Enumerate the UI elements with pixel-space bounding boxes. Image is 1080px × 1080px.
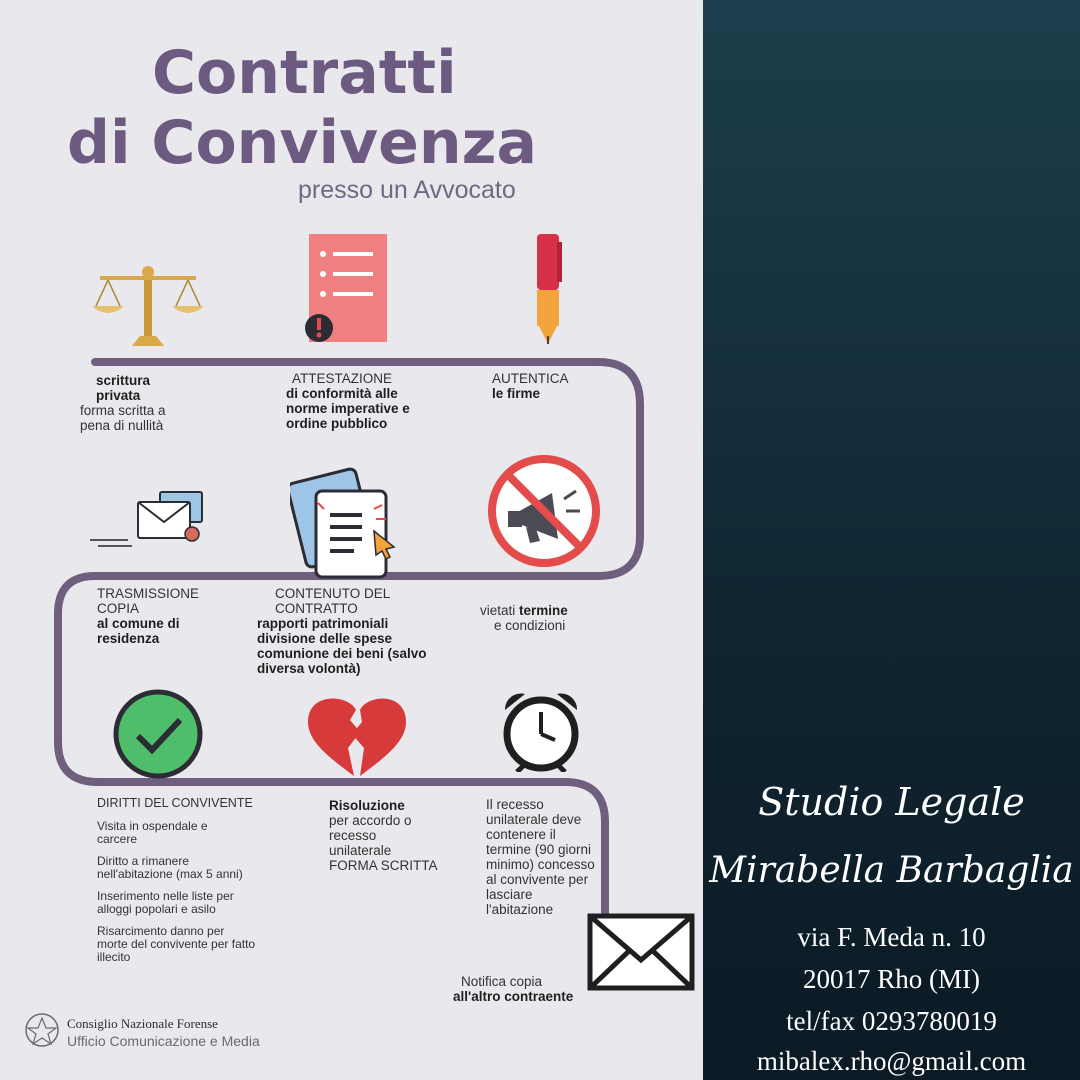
subtitle: presso un Avvocato (298, 176, 516, 204)
right-item-2: Diritto a rimanere nell'abitazione (max 5 anni) (97, 854, 243, 881)
email-send-icon (88, 488, 208, 558)
checklist-warning-icon (303, 232, 393, 347)
step2-label (286, 371, 426, 431)
right-item-1: Visita in ospendale e carcere (97, 819, 208, 846)
step2-bold: di conformità alle norme imperative e ordine pubblico (286, 386, 410, 431)
studio-name-line1: Studio Legale (758, 780, 1025, 824)
step1-bold: scrittura privata (96, 373, 151, 403)
alarm-clock-icon (499, 688, 583, 772)
step3-head: AUTENTICA (492, 371, 569, 386)
step9-text: Il recesso unilaterale deve contenere il termine (90 giorni minimo) concesso al convivente per lasciare l'abitazione (486, 797, 595, 917)
step9-label (486, 797, 606, 917)
step10-bold: all'altro contraente (453, 989, 574, 1004)
step3-label (492, 371, 612, 401)
step4-head: TRASMISSIONE COPIA (97, 586, 200, 616)
step1-label (80, 373, 230, 433)
address-line1: via F. Meda n. 10 (797, 922, 986, 952)
right-item-3: Inserimento nelle liste per alloggi popolari e asilo (97, 889, 234, 916)
email-link[interactable]: mibalex.rho@gmail.com (756, 1046, 1027, 1076)
step6-pre: vietati (480, 603, 520, 618)
pen-icon (529, 232, 569, 347)
step2-head: ATTESTAZIONE (292, 371, 393, 386)
document-pointer-icon (290, 465, 400, 580)
phone: tel/fax 0293780019 (786, 1006, 997, 1036)
step8-text: per accordo o recesso unilaterale FORMA SCRITTA (329, 813, 438, 873)
step7-head: DIRITTI DEL CONVIVENTE (97, 796, 253, 810)
step10-text: Notifica copia (461, 974, 543, 989)
right-item-4: Risarcimento danno per morte del convivente per fatto illecito (97, 924, 256, 964)
step8-bold: Risoluzione (329, 798, 405, 813)
step1-text: forma scritta a pena di nullità (80, 403, 166, 433)
studio-name-line2: Mirabella Barbaglia (709, 850, 1074, 891)
step6-bold: termine (519, 603, 568, 618)
step6-text: e condizioni (494, 618, 566, 633)
step6-label (480, 603, 600, 633)
step4-bold: al comune di residenza (97, 616, 180, 646)
step5-bold: rapporti patrimoniali divisione delle spese comunione dei beni (salvo diversa volontà) (257, 616, 427, 676)
broken-heart-icon (304, 692, 410, 778)
footer-dept: Ufficio Comunicazione e Media (67, 1033, 260, 1049)
step5-label (257, 586, 437, 676)
step10-label (453, 974, 603, 1004)
step4-label (97, 586, 217, 646)
footer-org: Consiglio Nazionale Forense (67, 1016, 218, 1031)
step5-head: CONTENUTO DEL CONTRATTO (275, 586, 390, 616)
step3-bold: le firme (492, 386, 541, 401)
step7-label (97, 797, 267, 973)
step8-label (329, 798, 449, 873)
contact-panel (703, 0, 1080, 1080)
title-line1: Contratti (152, 38, 457, 108)
check-circle-icon (112, 688, 204, 780)
emblem-icon (24, 1012, 60, 1048)
title-line2: di Convivenza (67, 108, 537, 178)
no-megaphone-icon (486, 453, 602, 569)
address-line2: 20017 Rho (MI) (803, 964, 980, 994)
scales-icon (88, 262, 208, 352)
